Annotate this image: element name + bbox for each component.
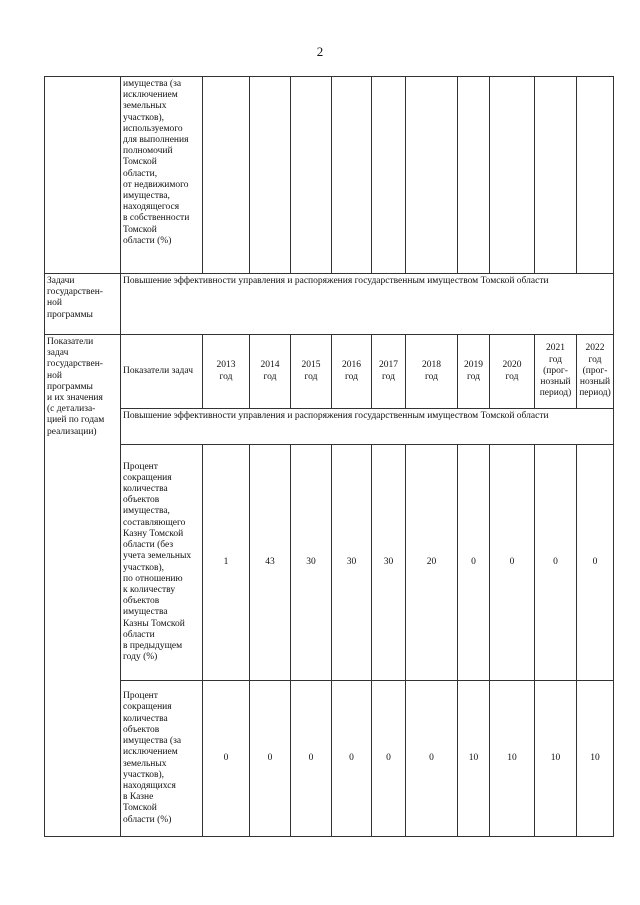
page-number: 2 xyxy=(316,44,324,59)
year-header-2019: 2019 год xyxy=(458,335,490,409)
year-header-2013: 2013 год xyxy=(203,335,250,409)
indicator-name: Процент сокращения количества объектов имущества (за исключением земельных участков), находящихся в Казне Томской области (%) xyxy=(121,681,203,837)
empty-cell xyxy=(291,77,332,274)
value-cell: 0 xyxy=(490,445,535,681)
empty-cell xyxy=(250,77,291,274)
year-header-2016: 2016 год xyxy=(332,335,372,409)
indicators-header: Показатели задач xyxy=(121,335,203,409)
value-cell: 20 xyxy=(406,445,458,681)
value-cell: 0 xyxy=(535,445,577,681)
value-cell: 30 xyxy=(332,445,372,681)
table-row xyxy=(45,445,614,681)
continuation-indicator-text: имущества (за исключением земельных участков), используемого для выполнения полномочий Томской области, от недвижимого имущества, находящегося в собственности Томской области (%) xyxy=(121,77,203,274)
empty-cell xyxy=(490,77,535,274)
value-cell: 30 xyxy=(291,445,332,681)
value-cell: 30 xyxy=(372,445,406,681)
value-cell: 0 xyxy=(203,681,250,837)
year-header-2021: 2021 год (прог- нозный период) xyxy=(535,335,577,409)
indicators-header-row xyxy=(45,335,614,409)
table-row xyxy=(45,681,614,837)
value-cell: 10 xyxy=(535,681,577,837)
value-cell: 10 xyxy=(577,681,614,837)
value-cell: 43 xyxy=(250,445,291,681)
year-header-2014: 2014 год xyxy=(250,335,291,409)
year-header-2022: 2022 год (прог- нозный период) xyxy=(577,335,614,409)
empty-cell xyxy=(535,77,577,274)
empty-cell xyxy=(577,77,614,274)
continuation-label-cell xyxy=(45,77,121,274)
year-header-2020: 2020 год xyxy=(490,335,535,409)
value-cell: 0 xyxy=(291,681,332,837)
indicator-name: Процент сокращения количества объектов имущества, составляющего Казну Томской области (без учета земельных участков), по отношению к количеству объектов имущества Казны Томской области в предыдущем году (%) xyxy=(121,445,203,681)
value-cell: 10 xyxy=(458,681,490,837)
value-cell: 0 xyxy=(406,681,458,837)
empty-cell xyxy=(406,77,458,274)
value-cell: 1 xyxy=(203,445,250,681)
value-cell: 10 xyxy=(490,681,535,837)
tasks-row xyxy=(45,274,614,335)
value-cell: 0 xyxy=(458,445,490,681)
program-passport-table xyxy=(44,76,614,837)
value-cell: 0 xyxy=(577,445,614,681)
year-header-2018: 2018 год xyxy=(406,335,458,409)
value-cell: 0 xyxy=(372,681,406,837)
year-header-2017: 2017 год xyxy=(372,335,406,409)
indicators-label: Показатели задач государствен- ной программы и их значения (с детализа- цией по годам реализации) xyxy=(45,335,121,837)
empty-cell xyxy=(332,77,372,274)
empty-cell xyxy=(458,77,490,274)
empty-cell xyxy=(203,77,250,274)
value-cell: 0 xyxy=(250,681,291,837)
empty-cell xyxy=(372,77,406,274)
task-title: Повышение эффективности управления и распоряжения государственным имуществом Томской области xyxy=(121,409,614,445)
tasks-text: Повышение эффективности управления и распоряжения государственным имуществом Томской области xyxy=(121,274,614,335)
value-cell: 0 xyxy=(332,681,372,837)
tasks-label: Задачи государствен- ной программы xyxy=(45,274,121,335)
year-header-2015: 2015 год xyxy=(291,335,332,409)
task-title-row xyxy=(45,409,614,445)
continuation-row xyxy=(45,77,614,274)
